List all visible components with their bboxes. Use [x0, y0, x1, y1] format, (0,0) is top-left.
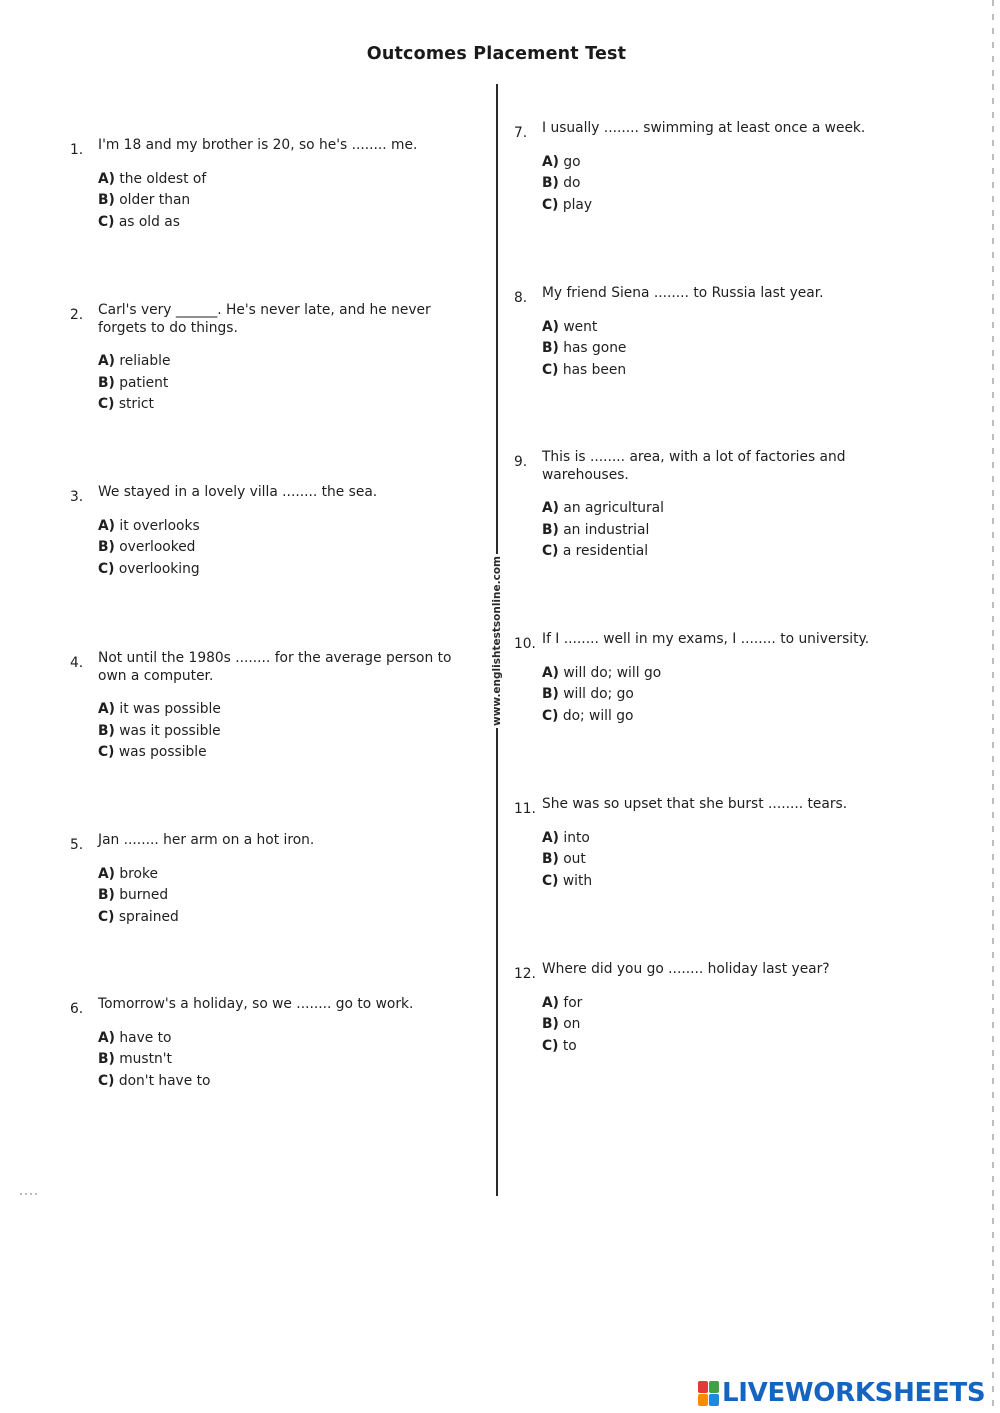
- option-letter: C): [542, 872, 559, 889]
- options-list: [542, 663, 934, 728]
- option-text: burned: [119, 887, 169, 904]
- option-letter: C): [542, 196, 559, 213]
- question-number: 1.: [70, 142, 84, 158]
- option-text: to: [562, 1037, 577, 1054]
- option-b[interactable]: [542, 1014, 914, 1036]
- question-stem: If I ........ well in my exams, I ........ to university.: [542, 631, 870, 647]
- option-letter: B): [98, 192, 115, 209]
- option-text: will do; go: [563, 686, 634, 703]
- options-list: [98, 699, 460, 764]
- option-letter: A): [98, 170, 115, 187]
- option-b[interactable]: [542, 684, 934, 706]
- option-a[interactable]: [542, 828, 914, 850]
- option-text: as old as: [118, 213, 180, 230]
- question-stem: I'm 18 and my brother is 20, so he's ........ me.: [98, 137, 418, 153]
- option-letter: A): [98, 353, 115, 369]
- question-7: [514, 120, 914, 217]
- question-6: [70, 996, 460, 1093]
- option-text: patient: [119, 374, 169, 391]
- option-letter: B): [542, 686, 559, 703]
- option-a[interactable]: [98, 699, 460, 721]
- option-a[interactable]: [542, 663, 934, 685]
- option-letter: A): [98, 865, 115, 882]
- question-1: [70, 137, 460, 234]
- option-a[interactable]: [98, 516, 460, 538]
- option-c[interactable]: [98, 559, 460, 581]
- liveworksheets-logo[interactable]: [698, 1378, 985, 1408]
- options-list: [98, 1028, 460, 1093]
- option-text: it overlooks: [119, 517, 200, 534]
- option-text: sprained: [118, 908, 179, 925]
- question-8: [514, 285, 914, 382]
- question-stem: Not until the 1980s ........ for the average person to own a computer.: [98, 650, 452, 684]
- options-list: [98, 516, 460, 581]
- question-number: 7.: [514, 125, 528, 141]
- option-c[interactable]: [98, 742, 460, 764]
- option-b[interactable]: [542, 338, 914, 360]
- option-text: was it possible: [119, 722, 221, 739]
- options-list: [542, 317, 914, 382]
- logo-block-icon: [709, 1381, 719, 1393]
- options-list: [98, 351, 460, 416]
- option-c[interactable]: [542, 541, 874, 563]
- option-c[interactable]: [98, 394, 460, 416]
- question-number: 8.: [514, 290, 528, 306]
- option-text: has gone: [563, 340, 627, 357]
- option-text: on: [563, 1016, 581, 1033]
- option-c[interactable]: [542, 706, 934, 728]
- option-a[interactable]: [542, 993, 914, 1015]
- option-letter: C): [542, 1037, 559, 1054]
- question-number: 11.: [514, 801, 536, 817]
- option-c[interactable]: [542, 1036, 914, 1058]
- option-text: overlooking: [118, 560, 200, 577]
- option-text: an agricultural: [563, 500, 664, 516]
- option-text: older than: [119, 192, 191, 209]
- question-stem: My friend Siena ........ to Russia last year.: [542, 285, 824, 301]
- options-list: [542, 498, 874, 563]
- options-list: [542, 993, 914, 1058]
- options-list: [98, 864, 460, 929]
- logo-mark-icon: [698, 1381, 719, 1406]
- question-stem: This is ........ area, with a lot of factories and warehouses.: [542, 449, 846, 483]
- option-text: go: [563, 153, 581, 170]
- option-letter: B): [98, 539, 115, 556]
- option-letter: C): [98, 560, 115, 577]
- scan-edge: [992, 0, 994, 1413]
- question-stem: Carl's very ______. He's never late, and he never forgets to do things.: [98, 302, 431, 336]
- option-letter: A): [542, 318, 559, 335]
- question-stem: Where did you go ........ holiday last year?: [542, 961, 830, 977]
- question-number: 12.: [514, 966, 536, 982]
- option-a[interactable]: [98, 864, 460, 886]
- option-text: went: [563, 318, 598, 335]
- logo-block-icon: [709, 1394, 719, 1406]
- option-text: strict: [118, 396, 154, 413]
- option-text: overlooked: [119, 539, 196, 556]
- option-text: has been: [562, 361, 627, 378]
- options-list: [98, 169, 460, 234]
- option-text: mustn't: [119, 1051, 172, 1068]
- option-letter: B): [98, 374, 115, 391]
- option-text: out: [563, 851, 586, 868]
- option-c[interactable]: [542, 871, 914, 893]
- option-text: into: [563, 829, 590, 846]
- question-number: 2.: [70, 307, 84, 323]
- option-text: it was possible: [119, 701, 221, 717]
- option-text: reliable: [119, 353, 171, 369]
- option-text: broke: [119, 865, 158, 882]
- option-a[interactable]: [542, 152, 914, 174]
- option-b[interactable]: [542, 173, 914, 195]
- options-list: [542, 828, 914, 893]
- option-text: have to: [119, 1029, 172, 1046]
- option-a[interactable]: [542, 317, 914, 339]
- option-letter: A): [542, 829, 559, 846]
- logo-block-icon: [698, 1394, 708, 1406]
- question-11: [514, 796, 914, 893]
- option-letter: A): [542, 153, 559, 170]
- option-b[interactable]: [98, 721, 460, 743]
- option-b[interactable]: [542, 849, 914, 871]
- question-stem: She was so upset that she burst ........ tears.: [542, 796, 848, 812]
- option-letter: C): [542, 361, 559, 378]
- option-c[interactable]: [542, 360, 914, 382]
- question-number: 3.: [70, 489, 84, 505]
- option-letter: C): [542, 707, 559, 724]
- question-12: [514, 961, 914, 1058]
- option-text: with: [562, 872, 593, 889]
- option-c[interactable]: [98, 907, 460, 929]
- option-letter: C): [98, 396, 115, 413]
- option-text: do: [563, 175, 581, 192]
- option-c[interactable]: [542, 195, 914, 217]
- option-b[interactable]: [98, 885, 460, 907]
- question-2: [70, 302, 460, 416]
- option-c[interactable]: [98, 212, 460, 234]
- option-letter: B): [98, 1051, 115, 1068]
- option-b[interactable]: [98, 1049, 460, 1071]
- question-number: 6.: [70, 1001, 84, 1017]
- option-letter: B): [98, 722, 115, 739]
- option-letter: B): [542, 521, 559, 538]
- option-b[interactable]: [542, 520, 874, 542]
- option-b[interactable]: [98, 373, 460, 395]
- option-letter: B): [542, 851, 559, 868]
- question-number: 9.: [514, 454, 528, 470]
- option-letter: A): [542, 664, 559, 681]
- option-text: a residential: [562, 543, 649, 560]
- option-letter: B): [542, 340, 559, 357]
- options-list: [542, 152, 914, 217]
- watermark-text: www.englishtestsonline.com: [491, 556, 503, 726]
- question-10: [514, 631, 934, 728]
- question-number: 5.: [70, 837, 84, 853]
- option-c[interactable]: [98, 1071, 460, 1093]
- option-a[interactable]: [98, 351, 460, 373]
- option-text: don't have to: [118, 1072, 211, 1089]
- page-title: Outcomes Placement Test: [366, 44, 627, 64]
- question-number: 4.: [70, 655, 84, 671]
- question-9: [514, 449, 874, 563]
- option-a[interactable]: [98, 169, 460, 191]
- option-letter: A): [542, 994, 559, 1011]
- question-3: [70, 484, 460, 581]
- option-letter: B): [542, 1016, 559, 1033]
- option-letter: B): [542, 175, 559, 192]
- option-text: will do; will go: [563, 664, 662, 681]
- question-stem: We stayed in a lovely villa ........ the sea.: [98, 484, 378, 500]
- option-text: play: [562, 196, 593, 213]
- option-letter: C): [98, 744, 115, 761]
- question-stem: Jan ........ her arm on a hot iron.: [98, 832, 315, 848]
- logo-block-icon: [698, 1381, 708, 1393]
- option-a[interactable]: [98, 1028, 460, 1050]
- option-text: the oldest of: [119, 170, 207, 187]
- option-letter: C): [98, 1072, 115, 1089]
- option-letter: A): [98, 517, 115, 534]
- question-stem: I usually ........ swimming at least once a week.: [542, 120, 866, 136]
- option-letter: C): [542, 543, 559, 560]
- option-letter: A): [542, 500, 559, 516]
- option-letter: A): [98, 701, 115, 717]
- scan-artifact: [20, 1193, 40, 1195]
- option-letter: C): [98, 908, 115, 925]
- option-a[interactable]: [542, 498, 874, 520]
- question-number: 10.: [514, 636, 536, 652]
- option-letter: B): [98, 887, 115, 904]
- logo-text: LIVEWORKSHEETS: [722, 1378, 986, 1408]
- option-letter: C): [98, 213, 115, 230]
- question-4: [70, 650, 460, 764]
- question-5: [70, 832, 460, 929]
- option-letter: A): [98, 1029, 115, 1046]
- question-stem: Tomorrow's a holiday, so we ........ go to work.: [98, 996, 414, 1012]
- option-text: do; will go: [562, 707, 634, 724]
- option-b[interactable]: [98, 190, 460, 212]
- option-text: was possible: [118, 744, 207, 761]
- option-text: for: [563, 994, 583, 1011]
- option-text: an industrial: [563, 521, 650, 538]
- option-b[interactable]: [98, 537, 460, 559]
